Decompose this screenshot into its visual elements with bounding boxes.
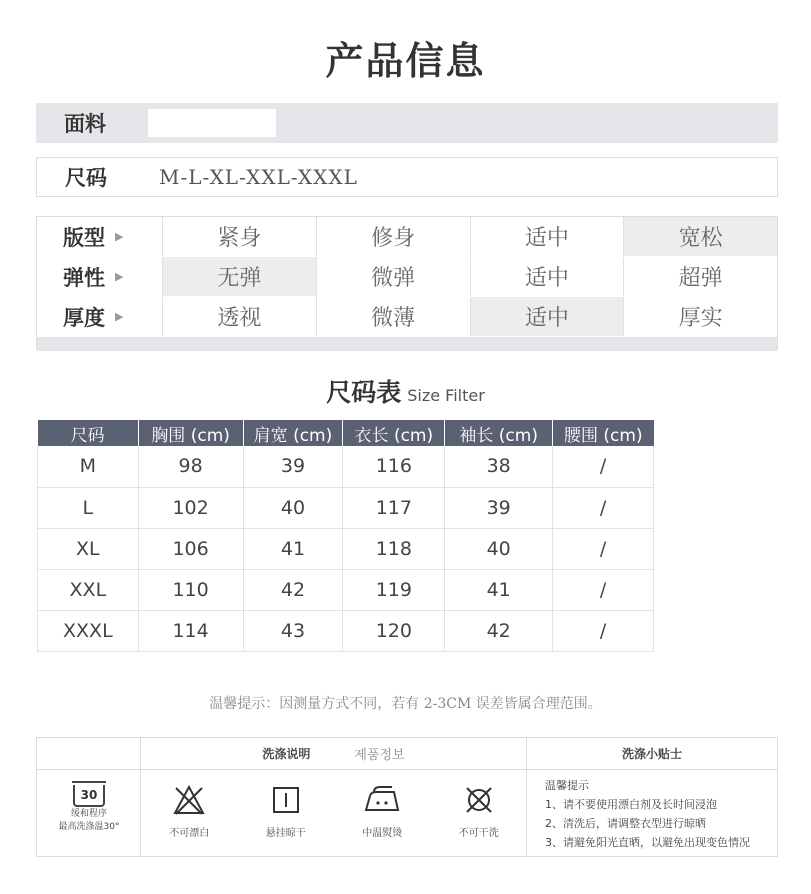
table-cell: / xyxy=(553,487,654,528)
table-cell: M xyxy=(38,446,139,487)
table-cell: 117 xyxy=(343,487,445,528)
attribute-grid-footer xyxy=(37,337,777,351)
attribute-option: 微弹 xyxy=(317,257,471,296)
attribute-label: 弹性 ▶ xyxy=(37,257,163,296)
table-row xyxy=(38,610,654,651)
triangle-right-icon: ▶ xyxy=(115,230,124,243)
fabric-value xyxy=(148,109,276,137)
care-icon-item xyxy=(334,778,431,839)
care-icon-item xyxy=(238,778,335,839)
care-tips xyxy=(527,770,777,852)
tip-item: 2、清洗后，请调整衣型进行晾晒 xyxy=(545,817,706,830)
table-cell: 40 xyxy=(445,528,553,569)
size-table xyxy=(37,420,654,652)
no-bleach-icon xyxy=(172,784,206,816)
table-cell: / xyxy=(553,610,654,651)
table-cell: XXXL xyxy=(38,610,139,651)
table-cell: 39 xyxy=(445,487,553,528)
header-cell: 胸围 (cm) xyxy=(138,420,243,446)
size-row xyxy=(36,157,778,197)
triangle-right-icon: ▶ xyxy=(115,270,124,283)
attribute-grid xyxy=(36,216,778,350)
table-cell: 38 xyxy=(445,446,553,487)
care-icon-label: 不可漂白 xyxy=(169,828,210,839)
table-row xyxy=(38,569,654,610)
table-cell: 110 xyxy=(138,569,243,610)
size-table-title xyxy=(0,373,811,409)
no-dry-clean-icon xyxy=(462,784,496,816)
tip-item: 1、请不要使用漂白剂及长时间浸泡 xyxy=(545,798,717,811)
table-cell: / xyxy=(553,569,654,610)
wash-caption: 缓和程序 xyxy=(70,809,107,819)
fabric-row xyxy=(36,103,778,143)
wash-tub-icon: 30 xyxy=(73,785,105,807)
care-icon-item xyxy=(141,778,238,839)
measurement-note: 温馨提示：因测量方式不同，若有 2-3CM 误差皆属合理范围。 xyxy=(209,696,602,712)
care-panel xyxy=(36,737,778,857)
care-icon-label: 悬挂晾干 xyxy=(265,828,306,839)
attribute-row-fit xyxy=(37,217,777,257)
care-icon-label: 不可干洗 xyxy=(458,828,499,839)
attribute-option: 透视 xyxy=(163,297,317,336)
table-cell: 43 xyxy=(243,610,343,651)
table-cell: 114 xyxy=(138,610,243,651)
table-cell: 41 xyxy=(243,528,343,569)
table-row xyxy=(38,487,654,528)
page-title: 产品信息 xyxy=(325,39,486,83)
medium-iron-icon xyxy=(362,784,402,816)
table-cell: 98 xyxy=(138,446,243,487)
attribute-option: 厚实 xyxy=(624,297,777,336)
table-cell: 39 xyxy=(243,446,343,487)
table-cell: / xyxy=(553,446,654,487)
attribute-label: 版型 ▶ xyxy=(37,217,163,256)
attribute-option: 修身 xyxy=(317,217,471,256)
table-cell: 102 xyxy=(138,487,243,528)
header-cell: 肩宽 (cm) xyxy=(243,420,343,446)
table-cell: XXL xyxy=(38,569,139,610)
size-table-title-cn: 尺码表 xyxy=(326,378,402,407)
attribute-option: 适中 xyxy=(471,257,625,296)
care-wash-column xyxy=(37,738,141,856)
table-cell: XL xyxy=(38,528,139,569)
care-ghost-text: 제품정보 xyxy=(354,748,405,763)
attribute-option-selected: 无弹 xyxy=(163,257,317,296)
care-icons xyxy=(141,778,527,839)
hang-dry-icon xyxy=(269,784,303,816)
table-row xyxy=(38,528,654,569)
attribute-row-thickness xyxy=(37,297,777,337)
tip-item: 3、请避免阳光直晒，以避免出现变色情况 xyxy=(545,836,750,849)
table-cell: 41 xyxy=(445,569,553,610)
triangle-right-icon: ▶ xyxy=(115,310,124,323)
care-instructions-column xyxy=(141,738,527,856)
attribute-label: 厚度 ▶ xyxy=(37,297,163,336)
table-cell: 42 xyxy=(243,569,343,610)
size-table-header xyxy=(38,420,654,446)
header-cell: 尺码 xyxy=(38,420,139,446)
care-wash-header xyxy=(37,738,140,770)
care-icon-label: 中温熨烫 xyxy=(362,828,403,839)
care-tips-header: 洗涤小贴士 xyxy=(527,738,777,770)
attribute-option: 紧身 xyxy=(163,217,317,256)
attribute-option-selected: 适中 xyxy=(471,297,625,336)
table-row xyxy=(38,446,654,487)
attribute-option: 超弹 xyxy=(624,257,777,296)
wash-30-icon xyxy=(37,784,141,833)
wash-caption: 最高洗涤温30° xyxy=(58,822,120,832)
header-cell: 衣长 (cm) xyxy=(343,420,445,446)
attribute-option: 微薄 xyxy=(317,297,471,336)
attribute-option: 适中 xyxy=(471,217,625,256)
care-tips-column xyxy=(527,738,777,856)
table-cell: 119 xyxy=(343,569,445,610)
header-cell: 腰围 (cm) xyxy=(553,420,654,446)
attribute-option-selected: 宽松 xyxy=(624,217,777,256)
table-cell: 42 xyxy=(445,610,553,651)
tips-title: 温馨提示 xyxy=(545,779,589,792)
attribute-row-elasticity xyxy=(37,257,777,297)
size-label: 尺码 xyxy=(65,166,107,190)
table-cell: / xyxy=(553,528,654,569)
table-cell: 106 xyxy=(138,528,243,569)
fabric-label: 面料 xyxy=(64,112,106,136)
table-cell: 40 xyxy=(243,487,343,528)
table-cell: 116 xyxy=(343,446,445,487)
table-cell: 118 xyxy=(343,528,445,569)
table-cell: L xyxy=(38,487,139,528)
size-table-title-en: Size Filter xyxy=(407,386,485,405)
care-instructions-header: 洗涤说明 제품정보 xyxy=(141,738,526,770)
header-cell: 袖长 (cm) xyxy=(445,420,553,446)
care-icon-item xyxy=(431,778,528,839)
size-value: M-L-XL-XXL-XXXL xyxy=(159,165,358,189)
table-cell: 120 xyxy=(343,610,445,651)
